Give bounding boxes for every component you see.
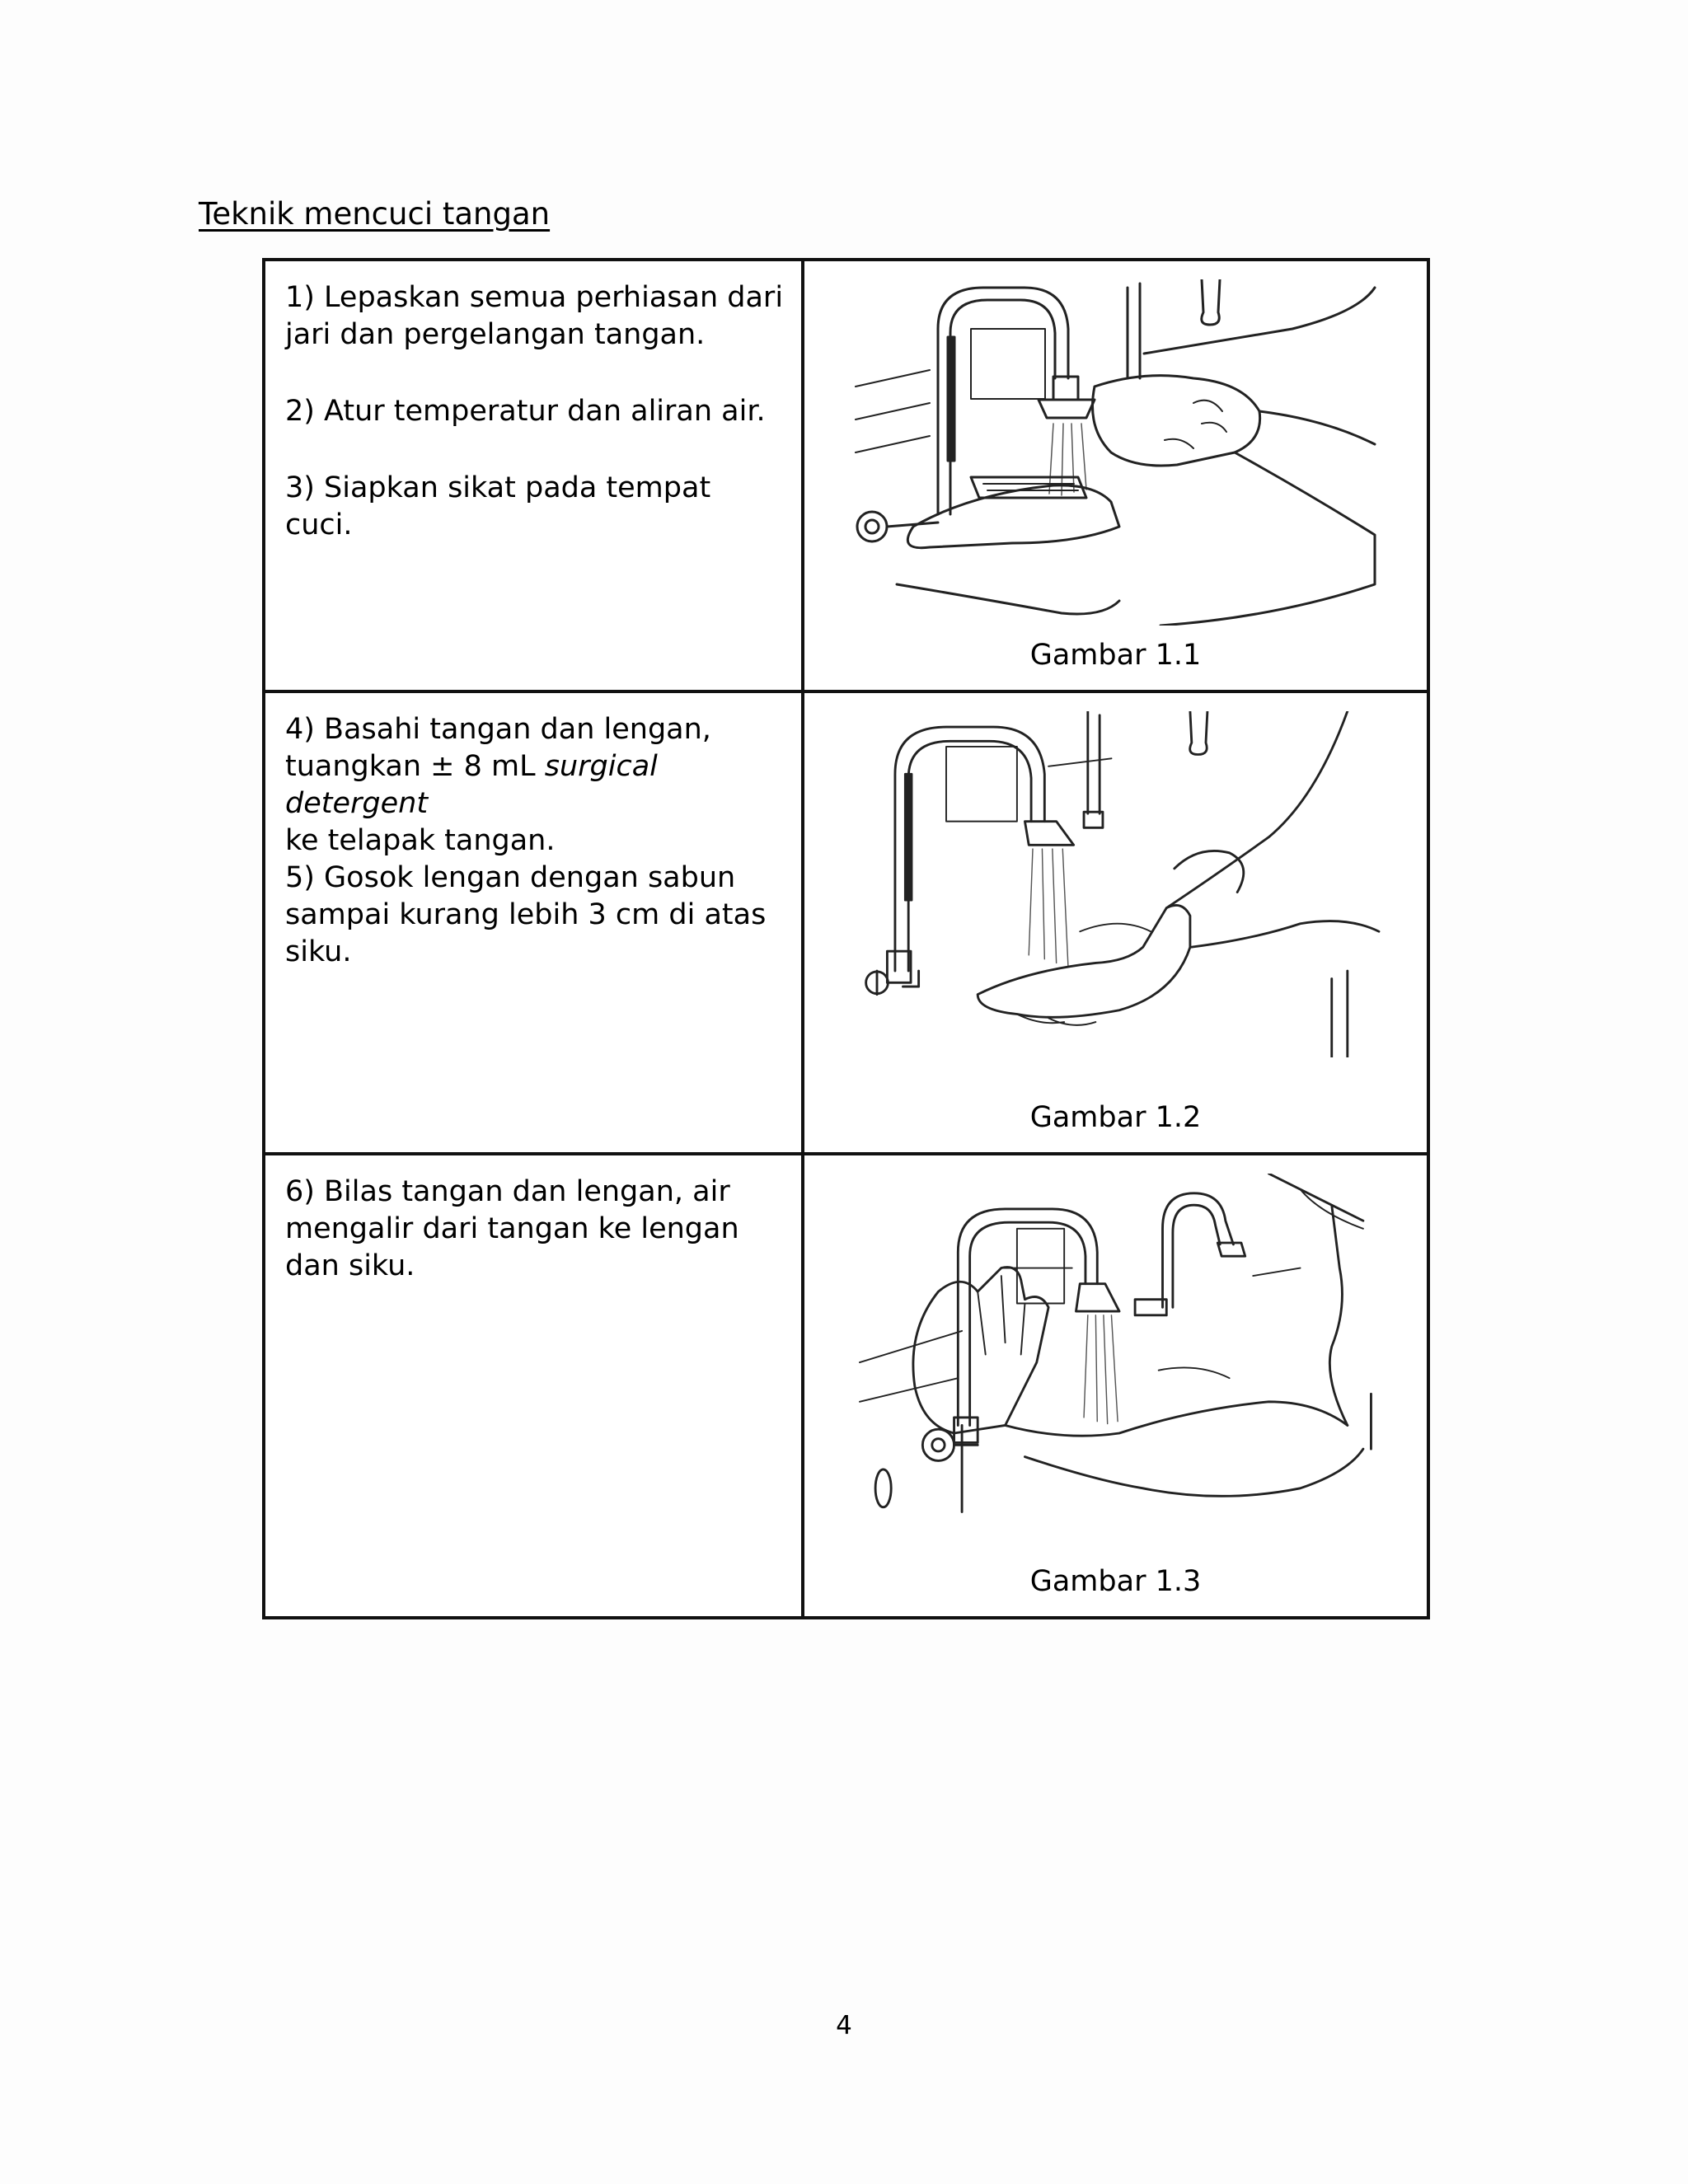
figure-cell: [803, 691, 1428, 1154]
handwashing-illustration-3: [847, 1174, 1391, 1520]
step-4-line-1: 4) Basahi tangan dan lengan,: [285, 713, 711, 746]
figure-cell: [803, 260, 1428, 691]
figure-caption: Gambar 1.3: [1029, 1565, 1202, 1598]
handwashing-illustration-2: [847, 711, 1391, 1057]
page-number: 4: [836, 2011, 852, 2041]
step-4-italic-term: surgical detergent: [285, 750, 658, 820]
table-row: [264, 1154, 1428, 1618]
figure-caption: Gambar 1.1: [1029, 639, 1202, 672]
step-4-line-3: ke telapak tangan.: [285, 824, 556, 857]
step-2: 2) Atur temperatur dan aliran air.: [285, 395, 766, 428]
step-3: 3) Siapkan sikat pada tempat cuci.: [285, 471, 711, 541]
figure-caption: Gambar 1.2: [1029, 1101, 1202, 1134]
table-row: [264, 260, 1428, 691]
step-6: 6) Bilas tangan dan lengan, air mengalir dari tangan ke lengan dan siku.: [285, 1175, 739, 1282]
steps-cell: [264, 260, 803, 691]
steps-cell: [264, 1154, 803, 1618]
steps-cell: [264, 691, 803, 1154]
step-4-line-2: tuangkan ± 8 mL: [285, 750, 545, 783]
step-4: [285, 711, 785, 860]
handwashing-steps-table: [262, 258, 1430, 1619]
handwashing-illustration-1: [847, 279, 1391, 626]
step-5: 5) Gosok lengan dengan sabun sampai kurang lebih 3 cm di atas siku.: [285, 861, 767, 968]
figure-cell: [803, 1154, 1428, 1618]
table-row: [264, 691, 1428, 1154]
page-title: Teknik mencuci tangan: [199, 196, 551, 232]
step-1: 1) Lepaskan semua perhiasan dari jari dan pergelangan tangan.: [285, 281, 784, 351]
